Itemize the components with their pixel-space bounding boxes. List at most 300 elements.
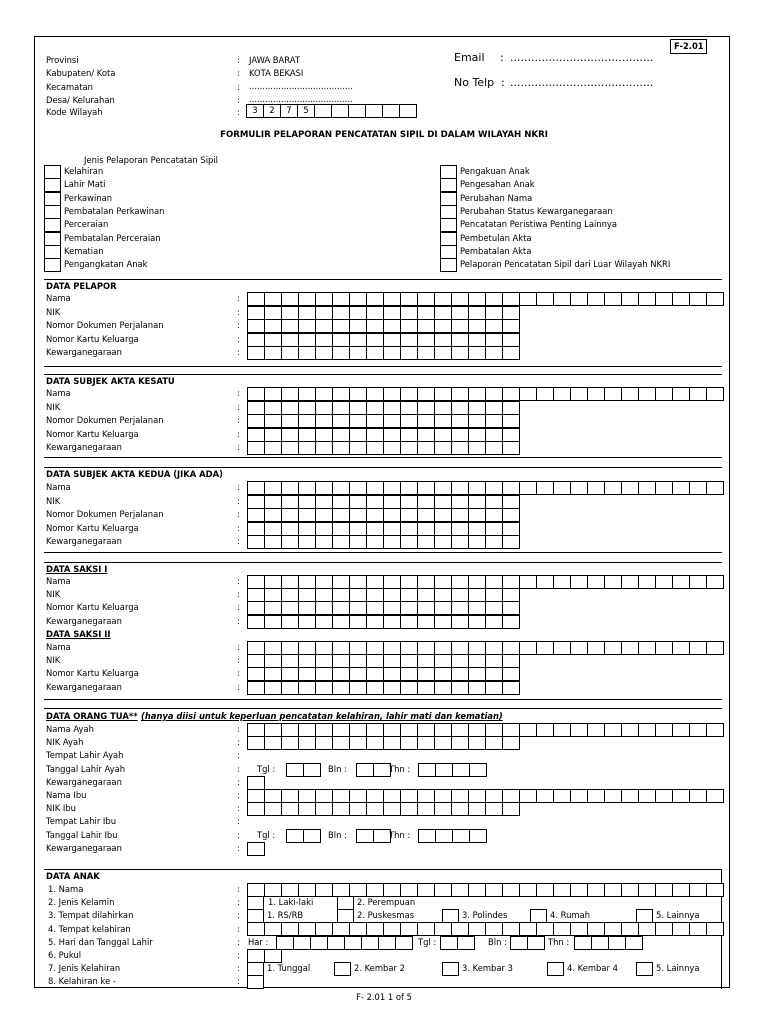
jenis-checkbox[interactable] — [440, 218, 457, 232]
grid-cell[interactable] — [264, 802, 282, 816]
grid-cell[interactable] — [264, 922, 282, 936]
grid-cell[interactable] — [247, 654, 265, 668]
grid-cell[interactable] — [349, 641, 367, 655]
grid-cell[interactable] — [383, 736, 401, 750]
grid-cell[interactable] — [247, 346, 265, 360]
grid-cell[interactable] — [502, 441, 520, 455]
grid-cell[interactable] — [298, 441, 316, 455]
grid-cell[interactable] — [315, 414, 333, 428]
grid-cell[interactable] — [366, 306, 384, 320]
grid-cell[interactable] — [315, 441, 333, 455]
grid-cell[interactable] — [383, 641, 401, 655]
grid-cell[interactable] — [264, 346, 282, 360]
grid-cell[interactable] — [570, 481, 588, 495]
grid-cell[interactable] — [536, 883, 554, 897]
grid-cell[interactable] — [281, 681, 299, 695]
grid-cell[interactable] — [451, 922, 469, 936]
grid-cell[interactable] — [264, 615, 282, 629]
grid-cell[interactable] — [315, 495, 333, 509]
grid-cell[interactable] — [587, 387, 605, 401]
grid-cell[interactable] — [247, 601, 265, 615]
grid-cell[interactable] — [519, 641, 537, 655]
grid-cell[interactable] — [383, 441, 401, 455]
grid-cell[interactable] — [434, 667, 452, 681]
grid-cell[interactable] — [298, 414, 316, 428]
grid-cell[interactable] — [298, 428, 316, 442]
grid-cell[interactable] — [417, 883, 435, 897]
grid-cell[interactable] — [468, 481, 486, 495]
grid-cell[interactable] — [485, 681, 503, 695]
grid-cell[interactable] — [485, 441, 503, 455]
grid-cell[interactable] — [298, 601, 316, 615]
grid-cell[interactable] — [468, 667, 486, 681]
grid-cell[interactable] — [502, 495, 520, 509]
grid-cell[interactable] — [638, 387, 656, 401]
grid-cell[interactable] — [451, 575, 469, 589]
grid-cell[interactable] — [349, 346, 367, 360]
grid-cell[interactable] — [468, 508, 486, 522]
grid-cell[interactable] — [502, 736, 520, 750]
grid-cell[interactable] — [264, 723, 282, 737]
grid-cell[interactable] — [383, 387, 401, 401]
grid-cell[interactable] — [332, 736, 350, 750]
grid-cell[interactable] — [502, 615, 520, 629]
grid-cell[interactable] — [264, 667, 282, 681]
grid-cell[interactable] — [604, 641, 622, 655]
grid-cell[interactable] — [638, 789, 656, 803]
grid-cell[interactable] — [281, 306, 299, 320]
grid-cell[interactable] — [264, 681, 282, 695]
grid-cell[interactable] — [485, 292, 503, 306]
grid-cell[interactable] — [315, 508, 333, 522]
grid-cell[interactable] — [356, 763, 374, 777]
grid-cell[interactable] — [298, 319, 316, 333]
grid-cell[interactable] — [281, 522, 299, 536]
grid-cell[interactable] — [366, 789, 384, 803]
grid-cell[interactable] — [553, 922, 571, 936]
grid-cell[interactable] — [434, 387, 452, 401]
grid-cell[interactable] — [315, 575, 333, 589]
tempat-checkbox[interactable] — [247, 909, 264, 923]
grid-cell[interactable] — [400, 306, 418, 320]
grid-cell[interactable] — [485, 575, 503, 589]
grid-cell[interactable] — [378, 936, 396, 950]
grid-cell[interactable] — [502, 922, 520, 936]
grid-cell[interactable] — [417, 522, 435, 536]
grid-cell[interactable] — [281, 723, 299, 737]
grid-cell[interactable] — [281, 481, 299, 495]
grid-cell[interactable] — [264, 292, 282, 306]
grid-cell[interactable] — [574, 936, 592, 950]
grid-cell[interactable] — [417, 601, 435, 615]
grid-cell[interactable] — [247, 306, 265, 320]
grid-cell[interactable] — [468, 495, 486, 509]
grid-cell[interactable] — [570, 723, 588, 737]
grid-cell[interactable] — [332, 306, 350, 320]
grid-cell[interactable] — [451, 495, 469, 509]
grid-cell[interactable] — [485, 346, 503, 360]
grid-cell[interactable] — [349, 883, 367, 897]
grid-cell[interactable] — [468, 401, 486, 415]
grid-cell[interactable] — [247, 842, 265, 856]
grid-cell[interactable] — [621, 789, 639, 803]
grid-cell[interactable] — [468, 588, 486, 602]
jenis-checkbox[interactable] — [440, 245, 457, 259]
grid-cell[interactable] — [434, 346, 452, 360]
grid-cell[interactable] — [655, 723, 673, 737]
jenis-checkbox[interactable] — [44, 205, 61, 219]
grid-cell[interactable] — [400, 522, 418, 536]
grid-cell[interactable] — [502, 414, 520, 428]
grid-cell[interactable] — [451, 441, 469, 455]
grid-cell[interactable] — [468, 883, 486, 897]
grid-cell[interactable] — [468, 522, 486, 536]
grid-cell[interactable] — [536, 481, 554, 495]
tempat-checkbox[interactable] — [442, 909, 459, 923]
grid-cell[interactable] — [281, 667, 299, 681]
grid-cell[interactable] — [298, 641, 316, 655]
grid-cell[interactable] — [519, 922, 537, 936]
grid-cell[interactable] — [570, 789, 588, 803]
grid-cell[interactable] — [502, 387, 520, 401]
grid-cell[interactable] — [434, 723, 452, 737]
grid-cell[interactable] — [485, 588, 503, 602]
grid-cell[interactable] — [349, 319, 367, 333]
grid-cell[interactable] — [332, 319, 350, 333]
grid-cell[interactable] — [451, 401, 469, 415]
grid-cell[interactable] — [298, 615, 316, 629]
grid-cell[interactable] — [468, 615, 486, 629]
grid-cell[interactable] — [315, 736, 333, 750]
grid-cell[interactable] — [400, 802, 418, 816]
grid-cell[interactable] — [400, 346, 418, 360]
grid-cell[interactable] — [451, 667, 469, 681]
grid-cell[interactable] — [451, 292, 469, 306]
jenis-checkbox[interactable] — [440, 165, 457, 179]
grid-cell[interactable] — [400, 654, 418, 668]
grid-cell[interactable] — [400, 333, 418, 347]
grid-cell[interactable] — [383, 401, 401, 415]
jenis-checkbox[interactable] — [44, 232, 61, 246]
grid-cell[interactable] — [298, 292, 316, 306]
grid-cell[interactable] — [485, 508, 503, 522]
grid-cell[interactable] — [468, 292, 486, 306]
grid-cell[interactable] — [247, 319, 265, 333]
grid-cell[interactable] — [469, 763, 487, 777]
grid-cell[interactable] — [553, 481, 571, 495]
jenis-checkbox[interactable] — [44, 178, 61, 192]
grid-cell[interactable] — [315, 292, 333, 306]
grid-cell[interactable] — [281, 292, 299, 306]
grid-cell[interactable] — [502, 292, 520, 306]
grid-cell[interactable] — [570, 292, 588, 306]
grid-cell[interactable] — [281, 736, 299, 750]
grid-cell[interactable] — [604, 922, 622, 936]
grid-cell[interactable] — [672, 723, 690, 737]
grid-cell[interactable] — [587, 292, 605, 306]
grid-cell[interactable] — [315, 428, 333, 442]
grid-cell[interactable] — [417, 535, 435, 549]
grid-cell[interactable] — [485, 401, 503, 415]
grid-cell[interactable] — [264, 495, 282, 509]
grid-cell[interactable] — [587, 789, 605, 803]
grid-cell[interactable] — [400, 615, 418, 629]
grid-cell[interactable] — [332, 615, 350, 629]
grid-cell[interactable] — [519, 789, 537, 803]
grid-cell[interactable] — [689, 641, 707, 655]
grid-cell[interactable] — [570, 387, 588, 401]
grid-cell[interactable] — [310, 936, 328, 950]
grid-cell[interactable] — [315, 319, 333, 333]
grid-cell[interactable] — [298, 306, 316, 320]
grid-cell[interactable] — [434, 654, 452, 668]
grid-cell[interactable] — [485, 495, 503, 509]
grid-cell[interactable] — [553, 292, 571, 306]
grid-cell[interactable] — [485, 736, 503, 750]
grid-cell[interactable] — [570, 575, 588, 589]
grid-cell[interactable] — [315, 883, 333, 897]
grid-cell[interactable] — [638, 922, 656, 936]
grid-cell[interactable] — [457, 936, 475, 950]
grid-cell[interactable] — [502, 481, 520, 495]
grid-cell[interactable] — [366, 575, 384, 589]
grid-cell[interactable] — [608, 936, 626, 950]
grid-cell[interactable] — [349, 387, 367, 401]
grid-cell[interactable] — [400, 292, 418, 306]
grid-cell[interactable] — [383, 802, 401, 816]
grid-cell[interactable] — [303, 829, 321, 843]
grid-cell[interactable] — [383, 575, 401, 589]
telp-value[interactable]: ......................................... — [510, 76, 654, 89]
grid-cell[interactable] — [638, 575, 656, 589]
grid-cell[interactable] — [570, 641, 588, 655]
grid-cell[interactable] — [452, 763, 470, 777]
grid-cell[interactable] — [655, 292, 673, 306]
grid-cell[interactable] — [655, 575, 673, 589]
grid-cell[interactable] — [383, 522, 401, 536]
grid-cell[interactable] — [536, 789, 554, 803]
grid-cell[interactable] — [591, 936, 609, 950]
grid-cell[interactable] — [383, 922, 401, 936]
grid-cell[interactable] — [332, 789, 350, 803]
grid-cell[interactable] — [264, 789, 282, 803]
grid-cell[interactable] — [298, 667, 316, 681]
email-value[interactable]: ......................................... — [510, 51, 654, 64]
grid-cell[interactable] — [315, 387, 333, 401]
grid-cell[interactable] — [332, 535, 350, 549]
grid-cell[interactable] — [536, 922, 554, 936]
grid-cell[interactable] — [655, 789, 673, 803]
grid-cell[interactable] — [570, 922, 588, 936]
grid-cell[interactable] — [400, 681, 418, 695]
grid-cell[interactable] — [621, 481, 639, 495]
kode-digit-box[interactable] — [365, 104, 383, 118]
grid-cell[interactable] — [264, 641, 282, 655]
grid-cell[interactable] — [638, 723, 656, 737]
grid-cell[interactable] — [485, 333, 503, 347]
grid-cell[interactable] — [485, 481, 503, 495]
grid-cell[interactable] — [553, 641, 571, 655]
grid-cell[interactable] — [689, 292, 707, 306]
grid-cell[interactable] — [332, 441, 350, 455]
tempat-checkbox[interactable] — [337, 909, 354, 923]
grid-cell[interactable] — [417, 736, 435, 750]
kode-digit-box[interactable] — [382, 104, 400, 118]
grid-cell[interactable] — [451, 306, 469, 320]
grid-cell[interactable] — [247, 776, 265, 790]
grid-cell[interactable] — [451, 883, 469, 897]
grid-cell[interactable] — [349, 401, 367, 415]
kelahiran-checkbox[interactable] — [547, 962, 564, 976]
grid-cell[interactable] — [349, 736, 367, 750]
grid-cell[interactable] — [298, 333, 316, 347]
grid-cell[interactable] — [706, 723, 724, 737]
grid-cell[interactable] — [417, 387, 435, 401]
grid-cell[interactable] — [689, 387, 707, 401]
grid-cell[interactable] — [672, 575, 690, 589]
grid-cell[interactable] — [468, 601, 486, 615]
kode-digit-box[interactable]: 7 — [280, 104, 298, 118]
grid-cell[interactable] — [281, 535, 299, 549]
grid-cell[interactable] — [638, 481, 656, 495]
grid-cell[interactable] — [281, 508, 299, 522]
grid-cell[interactable] — [281, 654, 299, 668]
grid-cell[interactable] — [400, 922, 418, 936]
grid-cell[interactable] — [383, 615, 401, 629]
grid-cell[interactable] — [502, 428, 520, 442]
grid-cell[interactable] — [625, 936, 643, 950]
grid-cell[interactable] — [366, 802, 384, 816]
grid-cell[interactable] — [383, 346, 401, 360]
grid-cell[interactable] — [485, 601, 503, 615]
grid-cell[interactable] — [434, 401, 452, 415]
grid-cell[interactable] — [286, 763, 304, 777]
grid-cell[interactable] — [298, 387, 316, 401]
kecamatan-value[interactable]: ....................................... — [249, 81, 353, 91]
jenis-checkbox[interactable] — [44, 218, 61, 232]
grid-cell[interactable] — [315, 723, 333, 737]
grid-cell[interactable] — [706, 575, 724, 589]
grid-cell[interactable] — [315, 346, 333, 360]
grid-cell[interactable] — [485, 883, 503, 897]
grid-cell[interactable] — [315, 654, 333, 668]
grid-cell[interactable] — [366, 508, 384, 522]
grid-cell[interactable] — [400, 319, 418, 333]
grid-cell[interactable] — [435, 763, 453, 777]
grid-cell[interactable] — [502, 333, 520, 347]
grid-cell[interactable] — [383, 883, 401, 897]
grid-cell[interactable] — [536, 641, 554, 655]
grid-cell[interactable] — [502, 401, 520, 415]
grid-cell[interactable] — [485, 789, 503, 803]
grid-cell[interactable] — [468, 922, 486, 936]
grid-cell[interactable] — [247, 883, 265, 897]
grid-cell[interactable] — [502, 883, 520, 897]
grid-cell[interactable] — [315, 601, 333, 615]
grid-cell[interactable] — [418, 829, 436, 843]
grid-cell[interactable] — [332, 428, 350, 442]
grid-cell[interactable] — [332, 387, 350, 401]
grid-cell[interactable] — [587, 922, 605, 936]
grid-cell[interactable] — [452, 829, 470, 843]
grid-cell[interactable] — [434, 292, 452, 306]
grid-cell[interactable] — [366, 414, 384, 428]
grid-cell[interactable] — [417, 615, 435, 629]
grid-cell[interactable] — [332, 802, 350, 816]
grid-cell[interactable] — [417, 495, 435, 509]
grid-cell[interactable] — [417, 414, 435, 428]
grid-cell[interactable] — [638, 883, 656, 897]
grid-cell[interactable] — [519, 723, 537, 737]
grid-cell[interactable] — [519, 387, 537, 401]
grid-cell[interactable] — [332, 654, 350, 668]
grid-cell[interactable] — [434, 802, 452, 816]
grid-cell[interactable] — [519, 883, 537, 897]
grid-cell[interactable] — [315, 333, 333, 347]
tempat-checkbox[interactable] — [530, 909, 547, 923]
grid-cell[interactable] — [298, 654, 316, 668]
grid-cell[interactable] — [451, 588, 469, 602]
grid-cell[interactable] — [434, 508, 452, 522]
grid-cell[interactable] — [417, 346, 435, 360]
grid-cell[interactable] — [485, 667, 503, 681]
grid-cell[interactable] — [298, 789, 316, 803]
grid-cell[interactable] — [485, 319, 503, 333]
grid-cell[interactable] — [451, 601, 469, 615]
grid-cell[interactable] — [298, 883, 316, 897]
grid-cell[interactable] — [485, 535, 503, 549]
grid-cell[interactable] — [264, 535, 282, 549]
grid-cell[interactable] — [383, 428, 401, 442]
grid-cell[interactable] — [417, 428, 435, 442]
grid-cell[interactable] — [349, 789, 367, 803]
grid-cell[interactable] — [400, 588, 418, 602]
grid-cell[interactable] — [400, 441, 418, 455]
grid-cell[interactable] — [264, 319, 282, 333]
grid-cell[interactable] — [349, 292, 367, 306]
grid-cell[interactable] — [502, 681, 520, 695]
grid-cell[interactable] — [485, 615, 503, 629]
grid-cell[interactable] — [298, 681, 316, 695]
grid-cell[interactable] — [527, 936, 545, 950]
grid-cell[interactable] — [349, 802, 367, 816]
grid-cell[interactable] — [332, 481, 350, 495]
kode-digit-box[interactable] — [331, 104, 349, 118]
grid-cell[interactable] — [264, 481, 282, 495]
grid-cell[interactable] — [247, 522, 265, 536]
kode-digit-box[interactable] — [314, 104, 332, 118]
grid-cell[interactable] — [536, 387, 554, 401]
grid-cell[interactable] — [621, 292, 639, 306]
grid-cell[interactable] — [332, 681, 350, 695]
grid-cell[interactable] — [281, 401, 299, 415]
grid-cell[interactable] — [400, 414, 418, 428]
grid-cell[interactable] — [298, 522, 316, 536]
grid-cell[interactable] — [502, 319, 520, 333]
grid-cell[interactable] — [621, 641, 639, 655]
grid-cell[interactable] — [434, 883, 452, 897]
grid-cell[interactable] — [315, 522, 333, 536]
grid-cell[interactable] — [264, 414, 282, 428]
grid-cell[interactable] — [451, 681, 469, 695]
grid-cell[interactable] — [264, 654, 282, 668]
grid-cell[interactable] — [264, 508, 282, 522]
grid-cell[interactable] — [689, 789, 707, 803]
grid-cell[interactable] — [366, 588, 384, 602]
grid-cell[interactable] — [468, 723, 486, 737]
grid-cell[interactable] — [349, 428, 367, 442]
grid-cell[interactable] — [451, 522, 469, 536]
